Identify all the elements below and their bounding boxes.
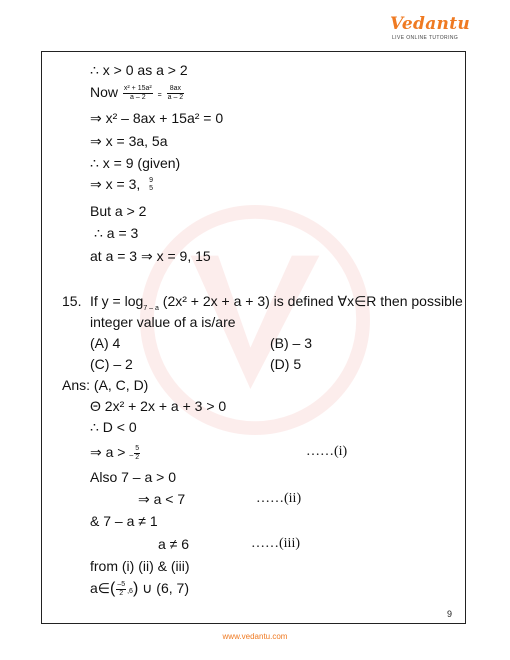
solution-line-3-text: ⇒ a > bbox=[90, 444, 126, 460]
fraction-neg5-2-denominator: 2 bbox=[119, 589, 124, 597]
fraction-1 bbox=[123, 85, 153, 102]
solution-line-4: Also 7 – a > 0 bbox=[90, 469, 177, 485]
option-c: (C) – 2 bbox=[90, 356, 133, 372]
interval-end: ,6 bbox=[127, 588, 133, 595]
solution-line-3 bbox=[90, 444, 141, 464]
option-a: (A) 4 bbox=[90, 335, 121, 351]
option-d: (D) 5 bbox=[270, 356, 302, 372]
question-number: 15. bbox=[62, 293, 82, 309]
fraction-neg5-2 bbox=[116, 581, 126, 598]
solution-line-9-prefix: a∈ bbox=[90, 580, 110, 596]
solution-line-9-suffix: ∪ (6, 7) bbox=[142, 580, 189, 596]
step-line-6 bbox=[90, 176, 155, 193]
question-text-b: (2x² + 2x + a + 3) is defined ∀x∈R then possible bbox=[158, 293, 463, 309]
step-line-7: But a > 2 bbox=[90, 203, 147, 219]
solution-line-5: ⇒ a < 7 bbox=[138, 491, 186, 507]
step-line-4: ⇒ x = 3a, 5a bbox=[90, 133, 168, 149]
option-b: (B) – 3 bbox=[270, 335, 313, 351]
equation-tag-i: ……(i) bbox=[306, 444, 348, 459]
fraction-2-denominator: a – 2 bbox=[167, 93, 184, 101]
equals-sign: = bbox=[157, 92, 162, 99]
fraction-5-2-denominator: 2 bbox=[135, 453, 140, 461]
open-paren: ( bbox=[109, 580, 116, 597]
solution-line-6: & 7 – a ≠ 1 bbox=[90, 513, 158, 529]
step-line-6-text: ⇒ x = 3, bbox=[90, 176, 141, 192]
solution-line-1: Θ 2x² + 2x + a + 3 > 0 bbox=[90, 398, 227, 414]
solution-line-7: a ≠ 6 bbox=[158, 536, 190, 552]
vedantu-logo bbox=[390, 14, 471, 46]
step-line-2 bbox=[90, 84, 185, 104]
solution-line-2: ∴ D < 0 bbox=[90, 419, 137, 435]
fraction-2 bbox=[167, 85, 185, 102]
fraction-5-2 bbox=[134, 445, 140, 462]
fraction-9-5-denominator: 5 bbox=[149, 185, 154, 193]
solution-line-8: from (i) (ii) & (iii) bbox=[90, 558, 190, 574]
fraction-9-5 bbox=[148, 177, 154, 193]
fraction-5-2-numerator: 5 bbox=[135, 444, 140, 452]
fraction-2-numerator: 8ax bbox=[167, 85, 185, 94]
page-number: 9 bbox=[447, 609, 453, 619]
step-line-3: ⇒ x² – 8ax + 15a² = 0 bbox=[90, 110, 224, 126]
equation-tag-iii: ……(iii) bbox=[251, 536, 300, 551]
logo-tagline: LIVE ONLINE TUTORING bbox=[392, 35, 459, 41]
now-label: Now bbox=[90, 84, 119, 100]
step-line-8: ∴ a = 3 bbox=[94, 225, 139, 241]
close-paren: ) bbox=[132, 580, 139, 597]
question-text-a: If y = log bbox=[90, 293, 144, 309]
step-line-9: at a = 3 ⇒ x = 9, 15 bbox=[90, 248, 211, 264]
footer-url[interactable]: www.vedantu.com bbox=[222, 632, 288, 641]
step-line-1: ∴ x > 0 as a > 2 bbox=[90, 62, 188, 78]
fraction-neg5-2-numerator: –5 bbox=[117, 580, 126, 588]
fraction-1-denominator: a – 2 bbox=[130, 93, 146, 101]
fraction-1-numerator: x² + 15a² bbox=[123, 84, 152, 92]
equation-tag-ii: ……(ii) bbox=[256, 491, 302, 506]
fraction-9-5-numerator: 9 bbox=[149, 177, 154, 185]
question-text-line-2: integer value of a is/are bbox=[90, 314, 236, 330]
log-base: 7 – a bbox=[143, 304, 159, 312]
step-line-5: ∴ x = 9 (given) bbox=[90, 155, 181, 171]
minus-sign: – bbox=[129, 452, 134, 459]
answer-label: Ans: (A, C, D) bbox=[62, 377, 149, 393]
solution-line-9 bbox=[90, 580, 189, 600]
logo-wordmark: Vedantu bbox=[390, 14, 471, 34]
